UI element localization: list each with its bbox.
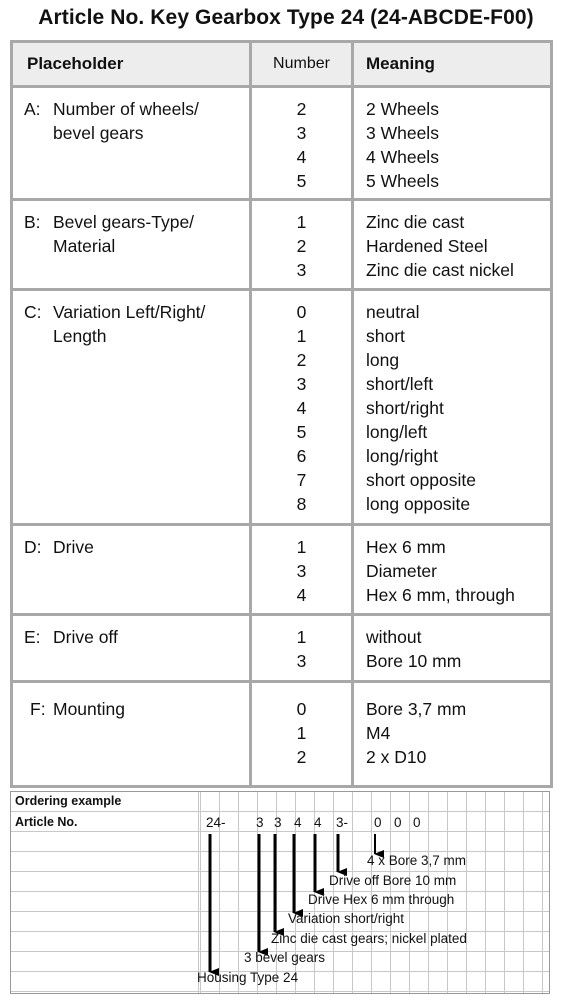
meaning-value: Hardened Steel [366, 236, 488, 256]
placeholder-letter: F: [30, 699, 46, 719]
ordering-heading: Ordering example [15, 794, 122, 808]
number-value: 4 [296, 398, 307, 418]
meaning-value: short [366, 326, 405, 346]
number-value: 0 [296, 699, 307, 719]
ordering-example [10, 791, 550, 994]
article-part: 4 [314, 815, 322, 830]
meaning-value: 4 Wheels [366, 147, 439, 167]
article-part: 0 [374, 815, 382, 830]
placeholder-letter: B: [24, 212, 41, 232]
meaning-value: 2 Wheels [366, 99, 439, 119]
placeholder-cell [13, 300, 249, 348]
article-part: 4 [294, 815, 302, 830]
placeholder-desc: Mounting [53, 699, 125, 719]
table-row [12, 525, 552, 615]
annotation-drive: Drive Hex 6 mm through [308, 892, 455, 907]
number-value: 4 [296, 147, 307, 167]
placeholder-cell [13, 625, 249, 649]
article-part: 3 [274, 815, 282, 830]
meaning-list [354, 535, 550, 607]
table-row [12, 615, 552, 682]
article-key-table [10, 40, 553, 788]
placeholder-letter: C: [24, 302, 42, 322]
header-meaning: Meaning [353, 42, 552, 87]
placeholder-desc: Drive off [53, 627, 118, 647]
meaning-value: Zinc die cast [366, 212, 465, 232]
meaning-value: without [366, 627, 422, 647]
number-value: 3 [296, 123, 307, 143]
number-value: 0 [296, 302, 307, 322]
header-placeholder: Placeholder [12, 42, 251, 87]
meaning-value: long/left [366, 422, 428, 442]
meaning-value: Bore 10 mm [366, 651, 462, 671]
article-part: 3 [256, 815, 264, 830]
number-value: 1 [296, 537, 307, 557]
placeholder-desc: Drive [53, 537, 94, 557]
meaning-list [354, 300, 550, 516]
meaning-value: M4 [366, 723, 391, 743]
placeholder-desc: Bevel gears-Type/ [53, 212, 195, 232]
annotation-drive-off: Drive off Bore 10 mm [329, 873, 457, 888]
annotation-mounting: 4 x Bore 3,7 mm [367, 853, 467, 868]
number-value: 6 [296, 446, 307, 466]
meaning-value: neutral [366, 302, 420, 322]
annotation-material: Zinc die cast gears; nickel plated [271, 931, 467, 946]
number-list [252, 535, 351, 607]
number-value: 2 [296, 350, 307, 370]
number-value: 5 [296, 422, 307, 442]
meaning-list [354, 210, 550, 282]
table-row [12, 200, 552, 290]
placeholder-desc: Length [53, 326, 107, 346]
annotation-housing: Housing Type 24 [197, 970, 299, 985]
number-value: 5 [296, 171, 307, 191]
number-value: 3 [296, 561, 307, 581]
meaning-list [354, 97, 550, 193]
number-value: 1 [296, 723, 307, 743]
article-no-label: Article No. [15, 815, 78, 829]
meaning-list [354, 625, 550, 673]
number-list [252, 97, 351, 193]
number-value: 1 [296, 627, 307, 647]
page-title: Article No. Key Gearbox Type 24 (24-ABCDE-F00) [38, 6, 534, 29]
placeholder-desc: Variation Left/Right/ [53, 302, 206, 322]
placeholder-cell [13, 535, 249, 559]
meaning-value: long opposite [366, 494, 471, 514]
placeholder-desc: Number of wheels/ [53, 99, 199, 119]
meaning-value: long [366, 350, 400, 370]
meaning-value: 5 Wheels [366, 171, 439, 191]
meaning-value: long/right [366, 446, 438, 466]
meaning-value: short/right [366, 398, 444, 418]
number-value: 1 [296, 212, 307, 232]
table-row [12, 682, 552, 787]
article-part: 24- [206, 815, 226, 830]
number-value: 2 [296, 747, 307, 767]
number-value: 8 [296, 494, 307, 514]
number-value: 2 [296, 236, 307, 256]
header-number: Number [251, 42, 353, 87]
placeholder-cell [13, 97, 249, 145]
table-row [12, 290, 552, 525]
placeholder-desc: bevel gears [53, 123, 144, 143]
annotation-bevel-gears: 3 bevel gears [244, 950, 326, 965]
meaning-value: Hex 6 mm [366, 537, 446, 557]
number-list [252, 697, 351, 769]
placeholder-cell [13, 697, 249, 721]
placeholder-desc: Material [53, 236, 116, 256]
number-value: 3 [296, 651, 307, 671]
number-value: 3 [296, 374, 307, 394]
meaning-value: 3 Wheels [366, 123, 439, 143]
placeholder-letter: D: [24, 537, 42, 557]
meaning-value: short/left [366, 374, 434, 394]
meaning-value: Bore 3,7 mm [366, 699, 467, 719]
table-header-row [12, 42, 552, 87]
placeholder-letter: A: [24, 99, 41, 119]
meaning-value: 2 x D10 [366, 747, 427, 767]
meaning-value: Diameter [366, 561, 437, 581]
article-part: 0 [413, 815, 421, 830]
number-value: 7 [296, 470, 307, 490]
number-list [252, 210, 351, 282]
article-part: 3- [336, 815, 349, 830]
number-value: 3 [296, 260, 307, 280]
number-list [252, 300, 351, 516]
table-row [12, 87, 552, 200]
meaning-value: short opposite [366, 470, 476, 490]
meaning-value: Hex 6 mm, through [366, 585, 515, 605]
article-part: 0 [394, 815, 402, 830]
placeholder-cell [13, 210, 249, 258]
number-value: 1 [296, 326, 307, 346]
number-value: 2 [296, 99, 307, 119]
number-list [252, 625, 351, 673]
placeholder-letter: E: [24, 627, 41, 647]
meaning-value: Zinc die cast nickel [366, 260, 514, 280]
meaning-list [354, 697, 550, 769]
annotation-variation: Variation short/right [288, 911, 405, 926]
number-value: 4 [296, 585, 307, 605]
